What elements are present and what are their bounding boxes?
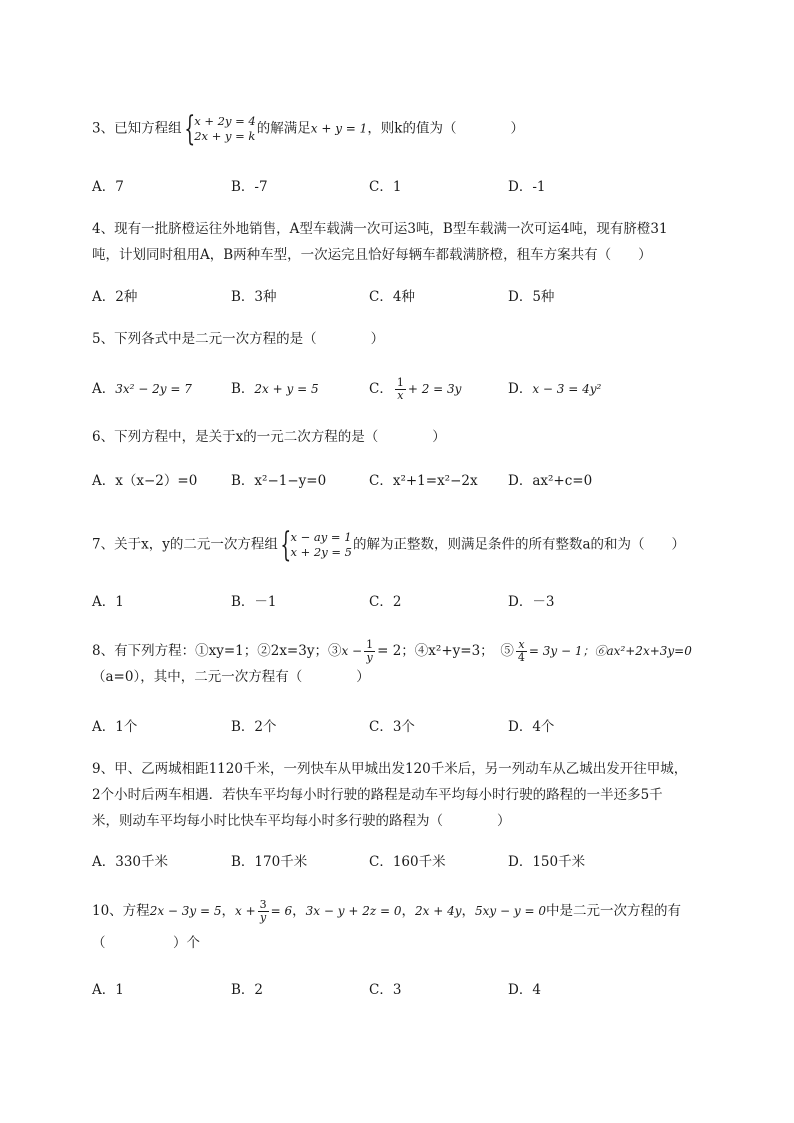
- q6-options: [92, 468, 754, 494]
- q3-eq2: 2x + y = k: [194, 129, 256, 143]
- q3-option-b: B．-7: [231, 179, 268, 195]
- q4-option-a: A．2种: [92, 289, 138, 305]
- q6-option-c: C．x²+1=x²−2x: [369, 473, 478, 489]
- question-4: [92, 216, 754, 268]
- brace-icon: {: [280, 525, 292, 565]
- question-5: [92, 326, 754, 352]
- q7-option-c: C．2: [369, 594, 402, 610]
- q7-option-d: D．－3: [508, 594, 555, 610]
- q10-line2: （ ）个: [92, 935, 200, 951]
- q3-equation-system: [183, 109, 256, 149]
- q3-option-d: D．-1: [508, 179, 546, 195]
- q9-line2: 2个小时后两车相遇．若快车平均每小时行驶的路程是动车平均每小时行驶的路程的一半还多5千: [92, 787, 663, 803]
- q5-option-d: D．x − 3 = 4y²: [508, 381, 602, 397]
- q7-options: [92, 589, 754, 615]
- q10-line1: 10、方程2x − 3y = 5，x + $\frac{3}{y}$ = 6，3x − y + 2z = 0，2x + 4y，5xy − y = 0中是二元一次方程的有: [92, 898, 681, 924]
- q8-option-c: C．3个: [369, 719, 415, 735]
- q6-option-a: A．x（x−2）=0: [92, 473, 198, 489]
- q4-line2: 吨，计划同时租用A，B两种车型，一次运完且恰好每辆车都载满脐橙，租车方案共有（ ）: [92, 247, 652, 263]
- q8-line2: （a=0），其中，二元一次方程有（ ）: [92, 669, 370, 685]
- q8-option-a: A．1个: [92, 719, 138, 735]
- q3-stem-pre: 3、已知方程组: [92, 120, 182, 137]
- q7-stem-pre: 7、关于x，y的二元一次方程组: [92, 536, 278, 553]
- q6-stem: 6、下列方程中，是关于x的一元二次方程的是（ ）: [92, 429, 446, 445]
- q10-option-b: B．2: [231, 982, 264, 998]
- q8-line1: 8、有下列方程：①xy=1；②2x=3y；③x − $\frac{1}{y}$ = 2；④x²+y=3； ⑤ $\frac{x}{4}$ = 3y − 1；⑥ax²+2x+3y=0: [92, 638, 692, 664]
- q7-option-b: B．－1: [231, 594, 277, 610]
- question-10: [92, 898, 754, 956]
- q9-option-d: D．150千米: [508, 854, 586, 870]
- question-8: [92, 638, 754, 690]
- q8-option-b: B．2个: [231, 719, 277, 735]
- question-7: [92, 525, 754, 565]
- question-3: [92, 109, 754, 149]
- q3-option-c: C．1: [369, 179, 402, 195]
- q3-option-a: A．7: [92, 179, 124, 195]
- q3-condition: x + y = 1: [310, 121, 368, 136]
- q3-stem-mid: 的解满足: [256, 120, 311, 137]
- q4-option-c: C．4种: [369, 289, 415, 305]
- q10-fraction: $\frac{3}{y}$: [259, 898, 267, 924]
- q7-eq2: x + 2y = 5: [290, 545, 352, 559]
- q10-option-c: C．3: [369, 982, 402, 998]
- q9-option-c: C．160千米: [369, 854, 446, 870]
- q10-options: [92, 977, 754, 1003]
- q6-option-b: B．x²−1−y=0: [231, 473, 327, 489]
- q10-option-d: D．4: [508, 982, 541, 998]
- q5-c-fraction: $\frac{1}{x}$: [396, 376, 404, 402]
- q7-stem-post: 的解为正整数，则满足条件的所有整数a的和为（ ）: [353, 536, 686, 553]
- q4-option-b: B．3种: [231, 289, 277, 305]
- q5-option-c: C． $\frac{1}{x}$ + 2 = 3y: [369, 376, 462, 402]
- q9-options: [92, 849, 754, 875]
- q4-option-d: D．5种: [508, 289, 555, 305]
- q5-options: [92, 376, 754, 402]
- q3-stem-post: ，则k的值为（ ）: [367, 120, 524, 137]
- q5-stem: 5、下列各式中是二元一次方程的是（ ）: [92, 331, 385, 347]
- q5-option-a: A．3x² − 2y = 7: [92, 381, 192, 397]
- q8-options: [92, 714, 754, 740]
- q8-fraction-5: $\frac{x}{4}$: [517, 638, 525, 664]
- q10-option-a: A．1: [92, 982, 124, 998]
- q6-option-d: D．ax²+c=0: [508, 473, 593, 489]
- q9-line3: 米，则动车平均每小时比快车平均每小时多行驶的路程为（ ）: [92, 813, 511, 829]
- question-6: [92, 424, 754, 450]
- q9-option-a: A．330千米: [92, 854, 169, 870]
- brace-icon: {: [184, 109, 195, 149]
- q3-eq1: x + 2y = 4: [194, 114, 256, 128]
- q3-options: [92, 174, 754, 200]
- q7-option-a: A．1: [92, 594, 124, 610]
- q4-line1: 4、现有一批脐橙运往外地销售，A型车载满一次可运3吨，B型车载满一次可运4吨，现有脐橙31: [92, 221, 668, 237]
- q7-equation-system: [279, 525, 352, 565]
- question-9: [92, 756, 754, 834]
- q4-options: [92, 284, 754, 310]
- q9-line1: 9、甲、乙两城相距1120千米，一列快车从甲城出发120千米后，另一列动车从乙城出发开往甲城，: [92, 761, 688, 777]
- q8-fraction-3: $\frac{1}{y}$: [366, 638, 374, 664]
- q5-option-b: B．2x + y = 5: [231, 381, 319, 397]
- q7-eq1: x − ay = 1: [290, 530, 352, 544]
- q8-option-d: D．4个: [508, 719, 555, 735]
- q9-option-b: B．170千米: [231, 854, 308, 870]
